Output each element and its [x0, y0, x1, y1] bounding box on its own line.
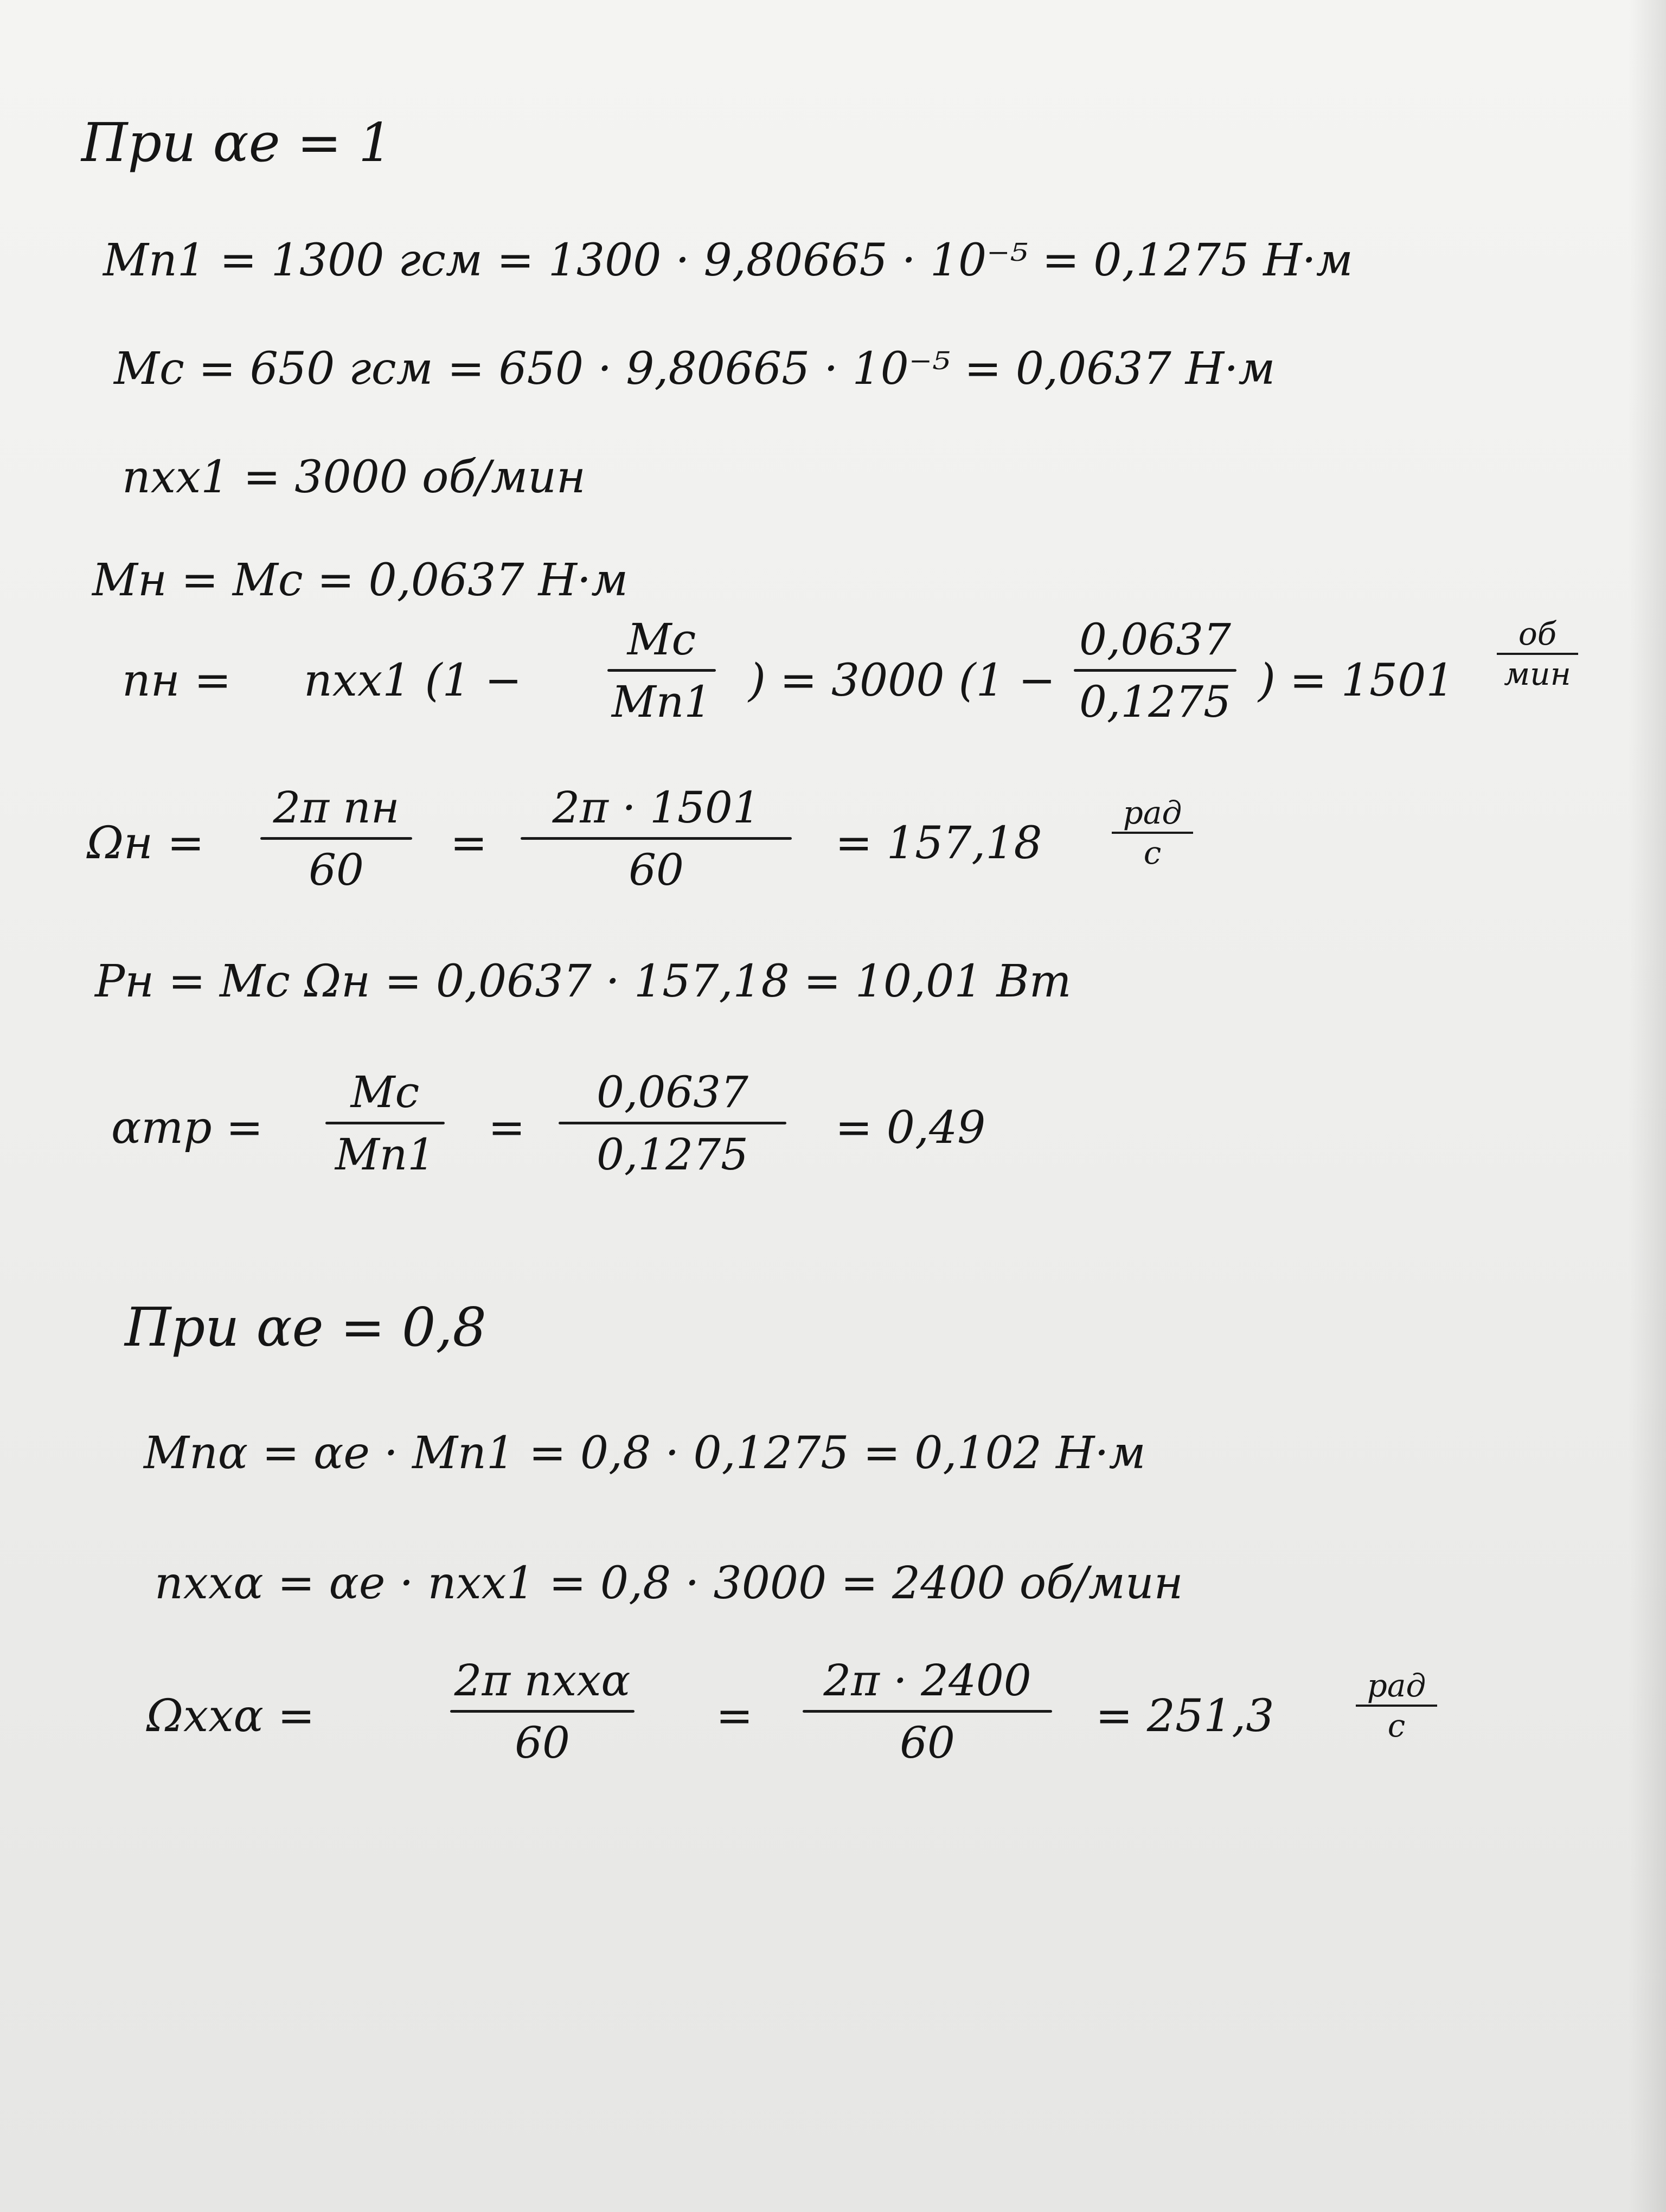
- unit-bar: [1112, 832, 1193, 834]
- formula-omega-n-result: = 157,18: [835, 818, 1042, 869]
- formula-omega-xxa-lhs: Ωxxα =: [146, 1690, 315, 1742]
- formula-nn-eq2: ) = 3000 (1 −: [748, 655, 1056, 706]
- fraction-denominator: 60: [900, 1718, 955, 1768]
- formula-nn-result: ) = 1501: [1258, 655, 1454, 706]
- fraction-bar: [607, 669, 716, 672]
- fraction-bar: [521, 837, 792, 840]
- fraction-denominator: Mп1: [335, 1129, 435, 1180]
- unit-rpm: [1497, 615, 1578, 692]
- formula-mpa: Mпα = αe · Mп1 = 0,8 · 0,1275 = 0,102 Н·м: [144, 1427, 1146, 1479]
- formula-pn: Pн = Mс Ωн = 0,0637 · 157,18 = 10,01 Вт: [95, 956, 1072, 1007]
- equals-sign: =: [716, 1690, 753, 1742]
- fraction-mc-over-mp1: [325, 1067, 445, 1180]
- equals-sign: =: [450, 818, 488, 869]
- fraction-denominator: 60: [515, 1718, 570, 1768]
- unit-bar: [1356, 1705, 1437, 1707]
- fraction-2pi-2400-over-60: [803, 1655, 1052, 1768]
- fraction-numerator: Mс: [627, 614, 696, 665]
- fraction-2pi-1501-over-60: [521, 782, 792, 895]
- fraction-denominator: 60: [629, 845, 684, 895]
- unit-numerator: об: [1518, 615, 1557, 652]
- fraction-bar: [325, 1122, 445, 1124]
- fraction-bar: [450, 1710, 635, 1713]
- unit-denominator: мин: [1504, 655, 1571, 692]
- fraction-bar: [260, 837, 412, 840]
- fraction-numerator: 0,0637: [1079, 614, 1231, 665]
- fraction-numerator: 2π nxxα: [454, 1655, 631, 1706]
- unit-rad-per-s: [1112, 794, 1193, 871]
- formula-mn: Mн = Mс = 0,0637 Н·м: [92, 555, 629, 606]
- fraction-values: [559, 1067, 786, 1180]
- formula-alpha-tr-result: = 0,49: [835, 1102, 986, 1154]
- formula-nn-mid: nxx1 (1 −: [304, 655, 522, 706]
- fraction-denominator: 60: [309, 845, 364, 895]
- fraction-bar: [559, 1122, 786, 1124]
- fraction-mc-over-mp1: [607, 614, 716, 727]
- formula-omega-xxa-result: = 251,3: [1095, 1690, 1274, 1742]
- formula-nxx1: nxx1 = 3000 об/мин: [122, 452, 586, 503]
- unit-numerator: рад: [1367, 1667, 1426, 1704]
- fraction-numerator: 0,0637: [597, 1067, 748, 1117]
- section-heading-alpha-1: При αe = 1: [81, 112, 393, 174]
- fraction-numerator: 2π nн: [273, 782, 400, 833]
- unit-denominator: с: [1143, 834, 1162, 871]
- unit-bar: [1497, 653, 1578, 655]
- unit-denominator: с: [1387, 1707, 1406, 1744]
- fraction-2pi-nxxa-over-60: [450, 1655, 635, 1768]
- fraction-values: [1074, 614, 1236, 727]
- equals-sign: =: [488, 1102, 526, 1154]
- fraction-bar: [1074, 669, 1236, 672]
- section-heading-alpha-0-8: При αe = 0,8: [125, 1297, 486, 1359]
- fraction-numerator: Mс: [350, 1067, 420, 1117]
- formula-alpha-tr-lhs: αтр =: [111, 1102, 264, 1154]
- fraction-numerator: 2π · 2400: [823, 1655, 1031, 1706]
- formula-omega-n-lhs: Ωн =: [87, 818, 204, 869]
- formula-mc: Mс = 650 гсм = 650 · 9,80665 · 10⁻⁵ = 0,0637 Н·м: [114, 343, 1276, 395]
- fraction-2pi-nn-over-60: [260, 782, 412, 895]
- fraction-bar: [803, 1710, 1052, 1713]
- fraction-numerator: 2π · 1501: [552, 782, 760, 833]
- fraction-denominator: 0,1275: [1079, 677, 1231, 727]
- formula-mp1: Mп1 = 1300 гсм = 1300 · 9,80665 · 10⁻⁵ = 0,1275 Н·м: [103, 235, 1353, 286]
- fraction-denominator: 0,1275: [597, 1129, 748, 1180]
- paper-edge-shadow: [1628, 0, 1666, 2212]
- unit-numerator: рад: [1123, 794, 1182, 831]
- unit-rad-per-s: [1356, 1667, 1437, 1744]
- fraction-denominator: Mп1: [611, 677, 712, 727]
- formula-nn-lhs: nн =: [122, 655, 232, 706]
- formula-nxxa: nxxα = αe · nxx1 = 0,8 · 3000 = 2400 об/мин: [155, 1558, 1183, 1609]
